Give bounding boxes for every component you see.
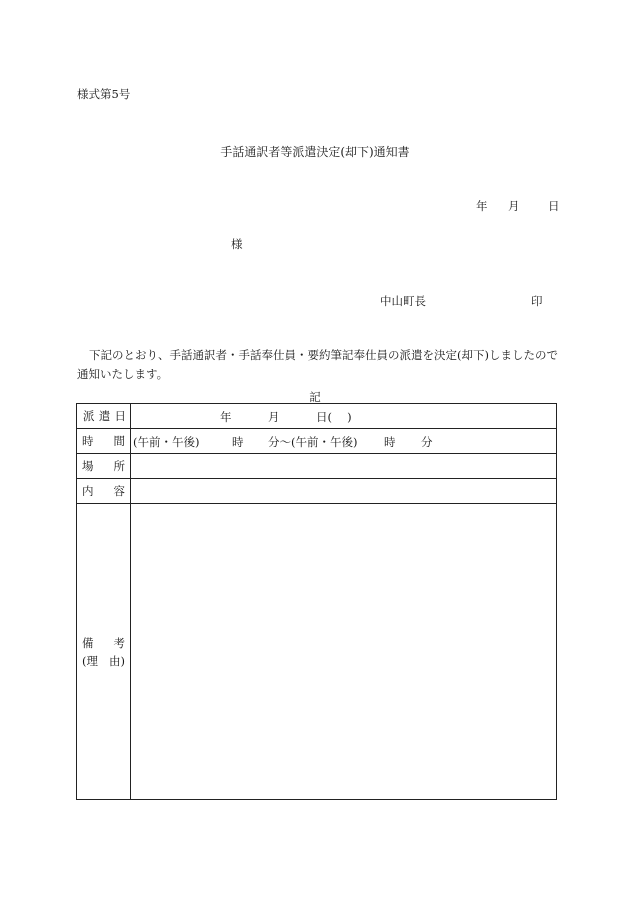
notes-value-cell[interactable] (131, 504, 557, 800)
date-line (476, 198, 560, 214)
dispatch-date-label-char3: 日 (114, 409, 126, 423)
place-value-cell[interactable] (131, 454, 557, 479)
content-label-cell (77, 479, 131, 504)
dispatch-month-label: 月 (268, 410, 280, 424)
seal-mark: 印 (531, 294, 543, 308)
place-row (77, 454, 557, 479)
notes-reason-open: (理 (82, 653, 98, 668)
time-start-hour-label: 時 (232, 435, 244, 449)
date-day-label: 日 (548, 199, 560, 213)
notes-row (77, 504, 557, 800)
time-start-min-to-label: 分〜(午前・午後) (268, 435, 358, 449)
content-label-char2: 容 (113, 484, 125, 498)
content-value-cell[interactable] (131, 479, 557, 504)
addressee-honorific: 様 (231, 237, 243, 251)
date-month-label: 月 (508, 199, 520, 213)
body-text: 下記のとおり、手話通訳者・手話奉仕員・要約筆記奉仕員の派遣を決定(却下)しましたので通知いたします。 (77, 348, 558, 381)
content-row (77, 479, 557, 504)
date-year-label: 年 (476, 199, 488, 213)
notes-label-char2: 考 (113, 635, 125, 650)
place-label-char2: 所 (113, 459, 125, 473)
dispatch-date-row (77, 404, 557, 429)
document-title: 手話通訳者等派遣決定(却下)通知書 (220, 145, 410, 159)
place-label-cell (77, 454, 131, 479)
place-label-char1: 場 (82, 459, 94, 473)
time-label-cell (77, 429, 131, 454)
time-label-char2: 間 (113, 434, 125, 448)
time-end-min-label: 分 (421, 435, 433, 449)
dispatch-day-weekday-label: 日( ) (316, 410, 352, 424)
form-number: 様式第5号 (77, 87, 131, 101)
content-label-char1: 内 (82, 484, 94, 498)
dispatch-date-label-char2: 遣 (98, 409, 111, 423)
issuer-name: 中山町長 (380, 294, 426, 308)
ki-label: 記 (309, 390, 321, 404)
time-value-cell[interactable] (131, 429, 557, 454)
dispatch-date-label-char1: 派 (83, 409, 95, 423)
notes-label-char1: 備 (82, 635, 94, 650)
notes-reason-close: 由) (109, 653, 125, 668)
time-end-hour-label: 時 (384, 435, 396, 449)
notes-label-cell (77, 504, 131, 800)
time-label-char1: 時 (82, 434, 94, 448)
dispatch-year-label: 年 (220, 410, 232, 424)
detail-table (76, 403, 557, 800)
time-start-ampm: (午前・午後) (133, 435, 200, 449)
dispatch-date-label-cell (77, 404, 131, 429)
time-row (77, 429, 557, 454)
dispatch-date-value-cell[interactable] (131, 404, 557, 429)
